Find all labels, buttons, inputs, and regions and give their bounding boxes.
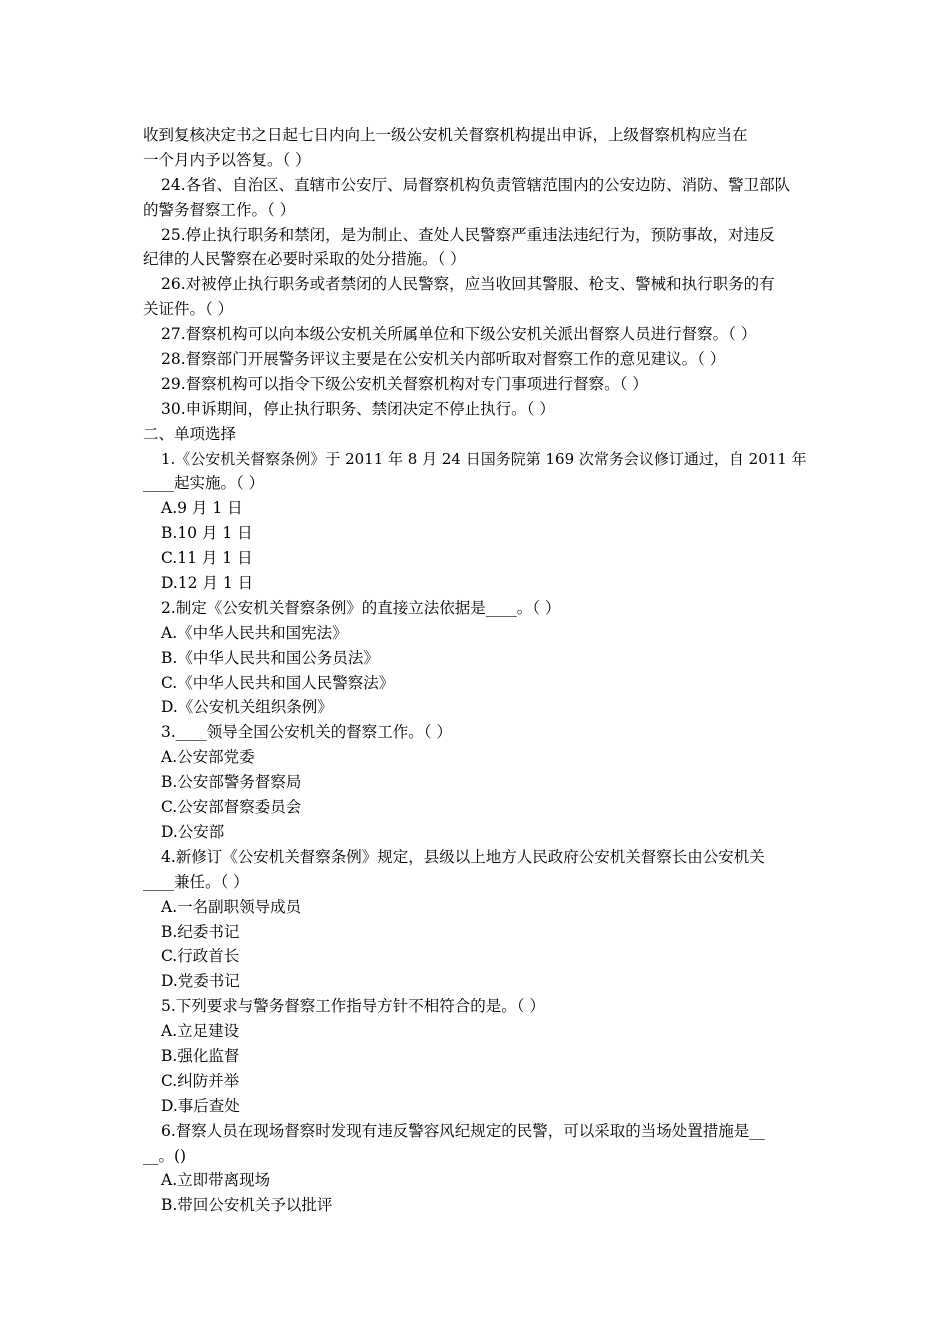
document-body <box>143 123 813 1218</box>
text-line: A.《中华人民共和国宪法》 <box>161 623 348 642</box>
text-line: 3.____领导全国公安机关的督察工作。（ ） <box>161 723 452 742</box>
text-line: A.一名副职领导成员 <box>161 897 302 916</box>
text-line: B.纪委书记 <box>161 922 240 941</box>
text-line: C.《中华人民共和国人民警察法》 <box>161 673 395 692</box>
text-line: B.《中华人民共和国公务员法》 <box>161 648 379 667</box>
text-line: D.12 月 1 日 <box>161 574 254 593</box>
text-line: D.公安部 <box>161 822 225 841</box>
text-line: C.公安部督察委员会 <box>161 798 302 817</box>
text-line: C.纠防并举 <box>161 1071 240 1090</box>
text-line: B.公安部警务督察局 <box>161 773 302 792</box>
text-line: 5.下列要求与警务督察工作指导方针不相符合的是。（ ） <box>161 997 545 1016</box>
text-line: 25.停止执行职务和禁闭，是为制止、查处人民警察严重违法违纪行为，预防事故，对违反 <box>161 225 775 244</box>
text-line: C.11 月 1 日 <box>161 549 253 568</box>
text-line: 30.申诉期间，停止执行职务、禁闭决定不停止执行。（ ） <box>161 399 555 418</box>
text-line: D.党委书记 <box>161 972 240 991</box>
text-line: C.行政首长 <box>161 947 240 966</box>
text-line: 6.督察人员在现场督察时发现有违反警容风纪规定的民警，可以采取的当场处置措施是__ <box>161 1121 765 1140</box>
text-line: 27.督察机构可以向本级公安机关所属单位和下级公安机关派出督察人员进行督察。（ ） <box>161 325 757 344</box>
text-line: 26.对被停止执行职务或者禁闭的人民警察，应当收回其警服、枪支、警械和执行职务的有 <box>161 275 775 294</box>
text-line: B.带回公安机关予以批评 <box>161 1196 333 1215</box>
text-line: 纪律的人民警察在必要时采取的处分措施。（ ） <box>143 250 466 269</box>
text-line: D.《公安机关组织条例》 <box>161 698 333 717</box>
text-line: ____兼任。（ ） <box>143 872 249 891</box>
text-line: A.立即带离现场 <box>161 1171 271 1190</box>
text-line: A.立足建设 <box>161 1022 240 1041</box>
text-line: 二、单项选择 <box>143 424 237 443</box>
text-line: 的警务督察工作。（ ） <box>143 200 296 219</box>
text-line: B.强化监督 <box>161 1046 240 1065</box>
text-line: 一个月内予以答复。（ ） <box>143 150 311 169</box>
text-line: 29.督察机构可以指令下级公安机关督察机构对专门事项进行督察。（ ） <box>161 374 648 393</box>
text-line: A.公安部党委 <box>161 748 255 767</box>
text-line: 1.《公安机关督察条例》于 2011 年 8 月 24 日国务院第 169 次常务会议修订通过，自 2011 年 <box>161 449 807 468</box>
text-line: 收到复核决定书之日起七日内向上一级公安机关督察机构提出申诉，上级督察机构应当在 <box>143 126 748 144</box>
text-line: B.10 月 1 日 <box>161 524 253 543</box>
text-line: ____起实施。（ ） <box>143 474 265 493</box>
text-line: 关证件。（ ） <box>143 300 234 319</box>
text-line: 24.各省、自治区、直辖市公安厅、局督察机构负责管辖范围内的公安边防、消防、警卫部队 <box>161 175 791 194</box>
text-line: D.事后查处 <box>161 1096 240 1115</box>
text-line: A.9 月 1 日 <box>161 499 243 518</box>
text-line: 4.新修订《公安机关督察条例》规定，县级以上地方人民政府公安机关督察长由公安机关 <box>161 847 765 866</box>
text-line: __。() <box>143 1146 187 1165</box>
text-line: 28.督察部门开展警务评议主要是在公安机关内部听取对督察工作的意见建议。（ ） <box>161 350 726 369</box>
text-line: 2.制定《公安机关督察条例》的直接立法依据是____。（ ） <box>161 598 561 617</box>
